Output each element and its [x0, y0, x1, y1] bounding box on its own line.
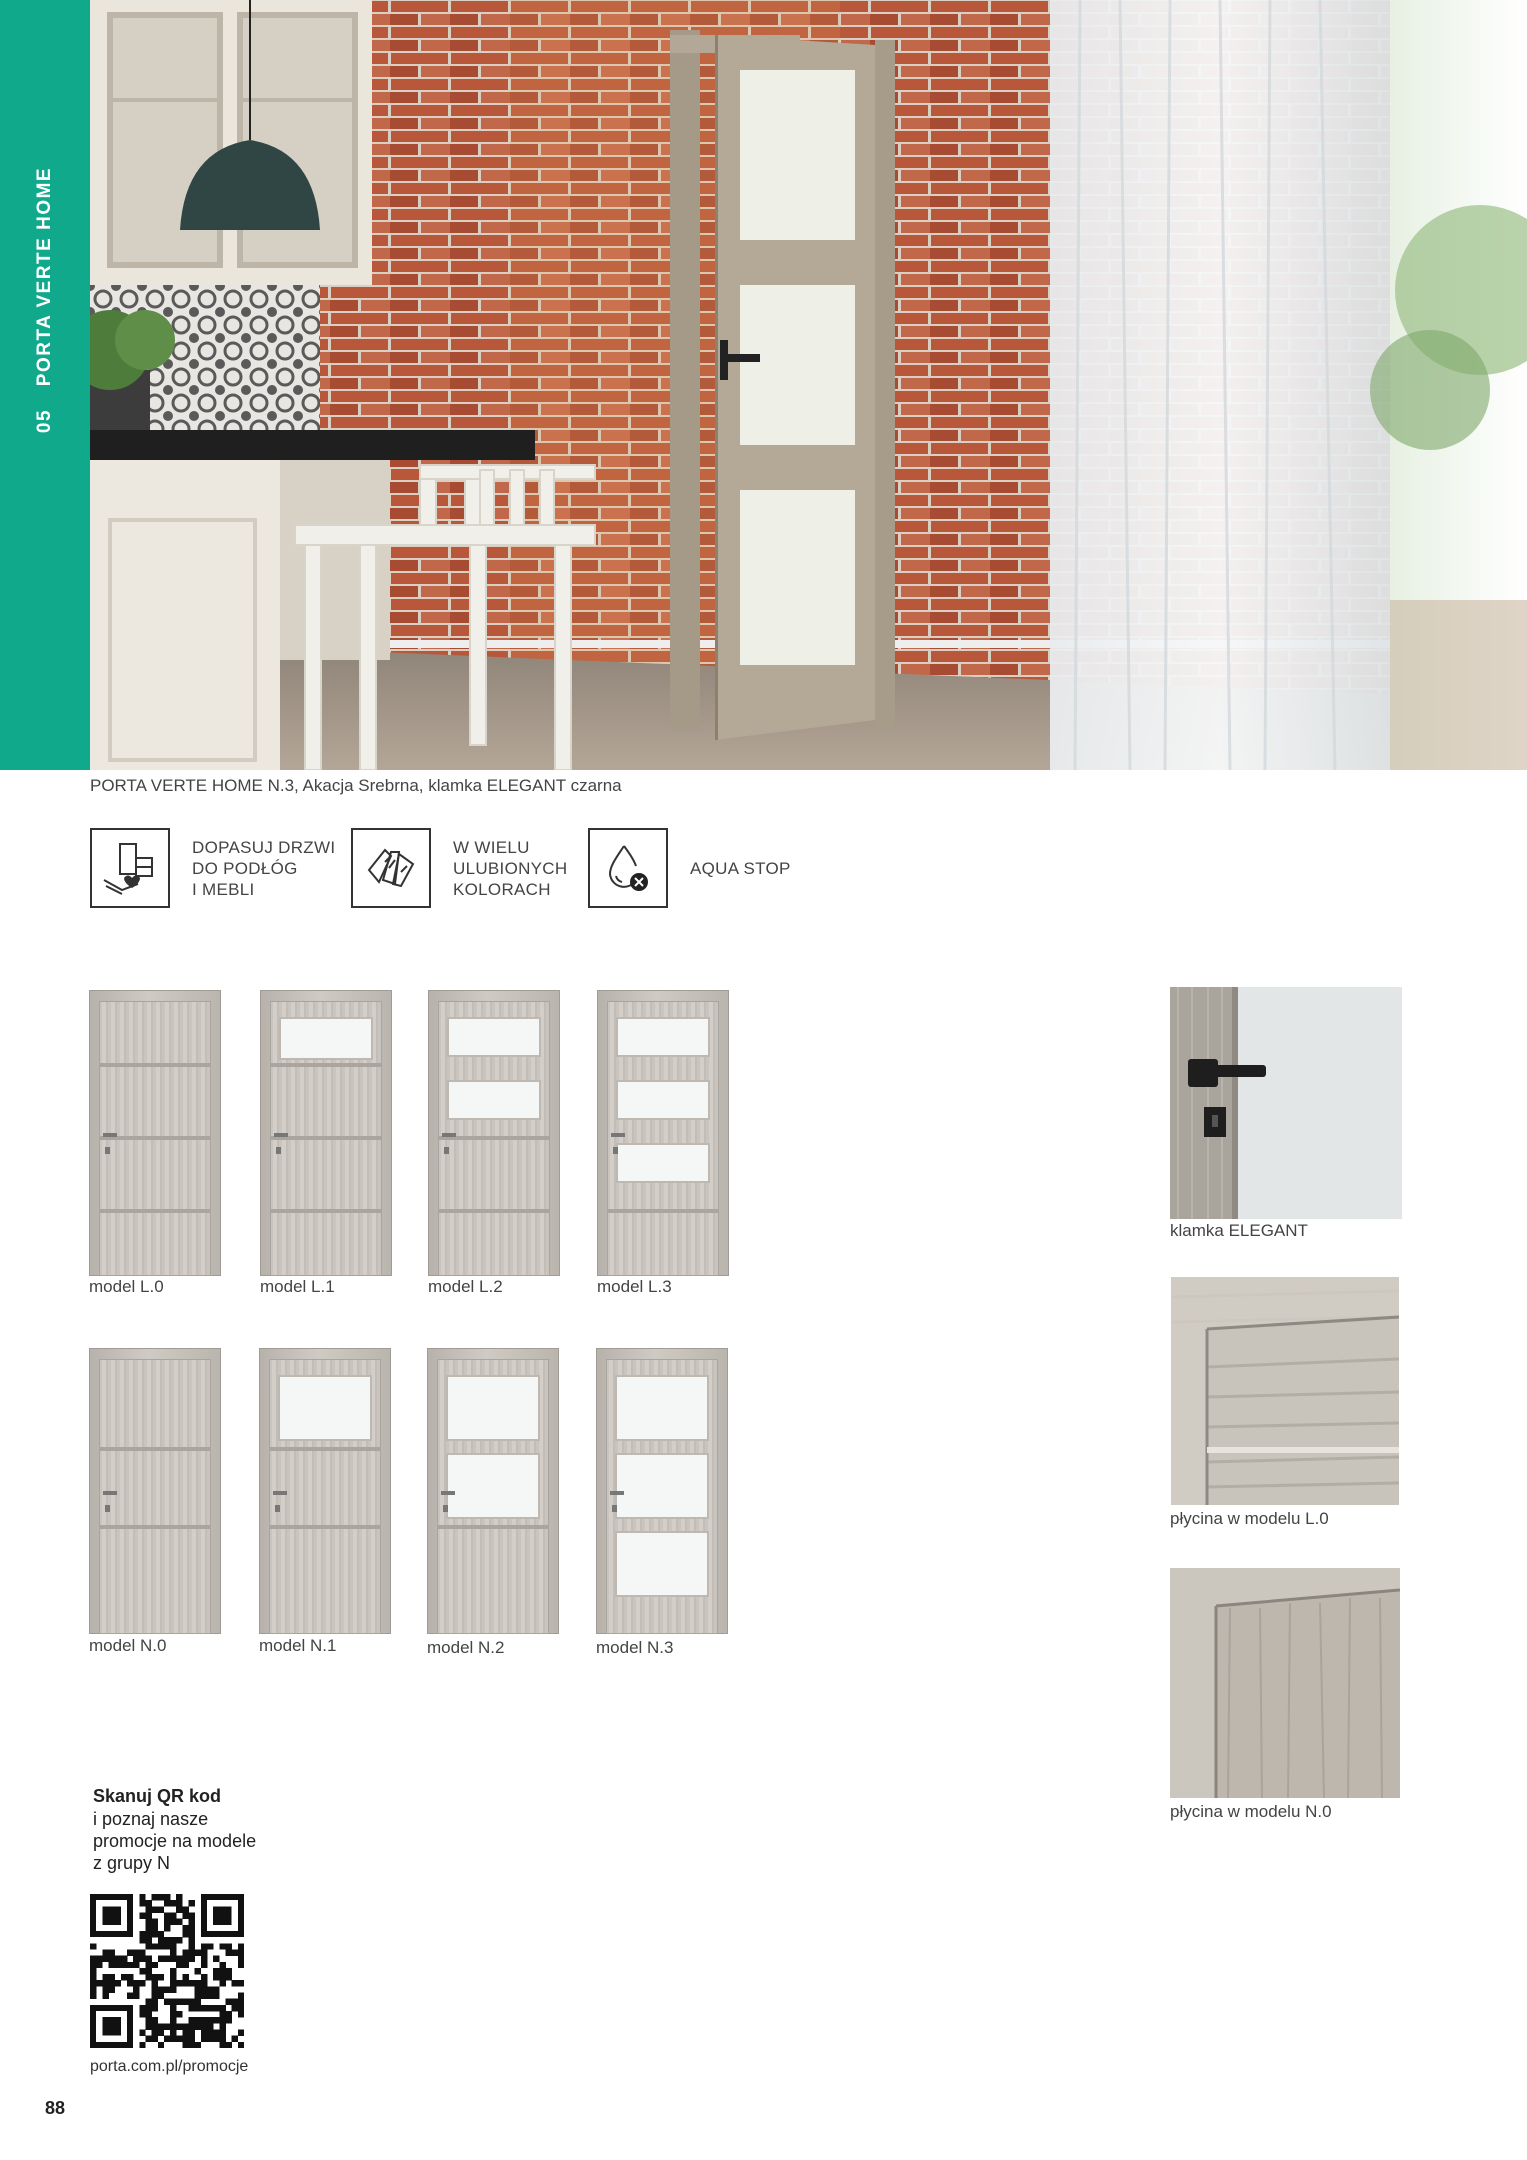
model-label: model N.0: [89, 1636, 167, 1655]
feature-text: DOPASUJ DRZWI DO PODŁÓG I MEBLI: [192, 837, 336, 899]
section-tab: [0, 0, 90, 770]
door-model-n3: [596, 1348, 728, 1634]
handle-detail-photo: [1170, 987, 1402, 1219]
section-title: PORTA VERTE HOME: [34, 166, 55, 387]
door-model-l2: [428, 990, 560, 1276]
door-model-l3: [597, 990, 729, 1276]
detail-label: płycina w modelu N.0: [1170, 1802, 1332, 1821]
door-model-n2: [427, 1348, 559, 1634]
feature-colors: [351, 828, 567, 908]
model-label: model N.3: [596, 1638, 674, 1657]
feature-aqua-stop: [588, 828, 791, 908]
door-model-l1: [260, 990, 392, 1276]
feature-furniture: [90, 828, 335, 908]
color-swatches-icon: [351, 828, 431, 908]
feature-text: AQUA STOP: [690, 858, 791, 878]
section-number: 05: [34, 408, 55, 434]
model-label: model L.2: [428, 1277, 503, 1296]
model-label: model L.0: [89, 1277, 164, 1296]
page-number: 88: [45, 2098, 66, 2118]
model-label: model N.2: [427, 1638, 505, 1657]
section-label: [34, 167, 56, 433]
door-model-n0: [89, 1348, 221, 1634]
door-model-l0: [89, 990, 221, 1276]
model-label: model L.3: [597, 1277, 672, 1296]
qr-description: i poznaj nasze promocje na modele z grupy N: [93, 1809, 257, 1873]
detail-label: klamka ELEGANT: [1170, 1221, 1308, 1240]
detail-label: płycina w modelu L.0: [1170, 1509, 1329, 1528]
hero-caption: PORTA VERTE HOME N.3, Akacja Srebrna, klamka ELEGANT czarna: [90, 776, 622, 795]
hero-image: [90, 0, 1527, 770]
promo-link[interactable]: porta.com.pl/promocje: [90, 2058, 249, 2075]
model-label: model L.1: [260, 1277, 335, 1296]
qr-title: Skanuj QR kod: [93, 1786, 222, 1806]
furniture-match-icon: [90, 828, 170, 908]
water-drop-icon: [588, 828, 668, 908]
model-label: model N.1: [259, 1636, 337, 1655]
door-model-n1: [259, 1348, 391, 1634]
feature-text: W WIELU ULUBIONYCH KOLORACH: [453, 837, 568, 899]
panel-detail-n0-photo: [1170, 1568, 1400, 1798]
panel-detail-l0-photo: [1171, 1277, 1399, 1505]
qr-code[interactable]: [90, 1894, 244, 2048]
